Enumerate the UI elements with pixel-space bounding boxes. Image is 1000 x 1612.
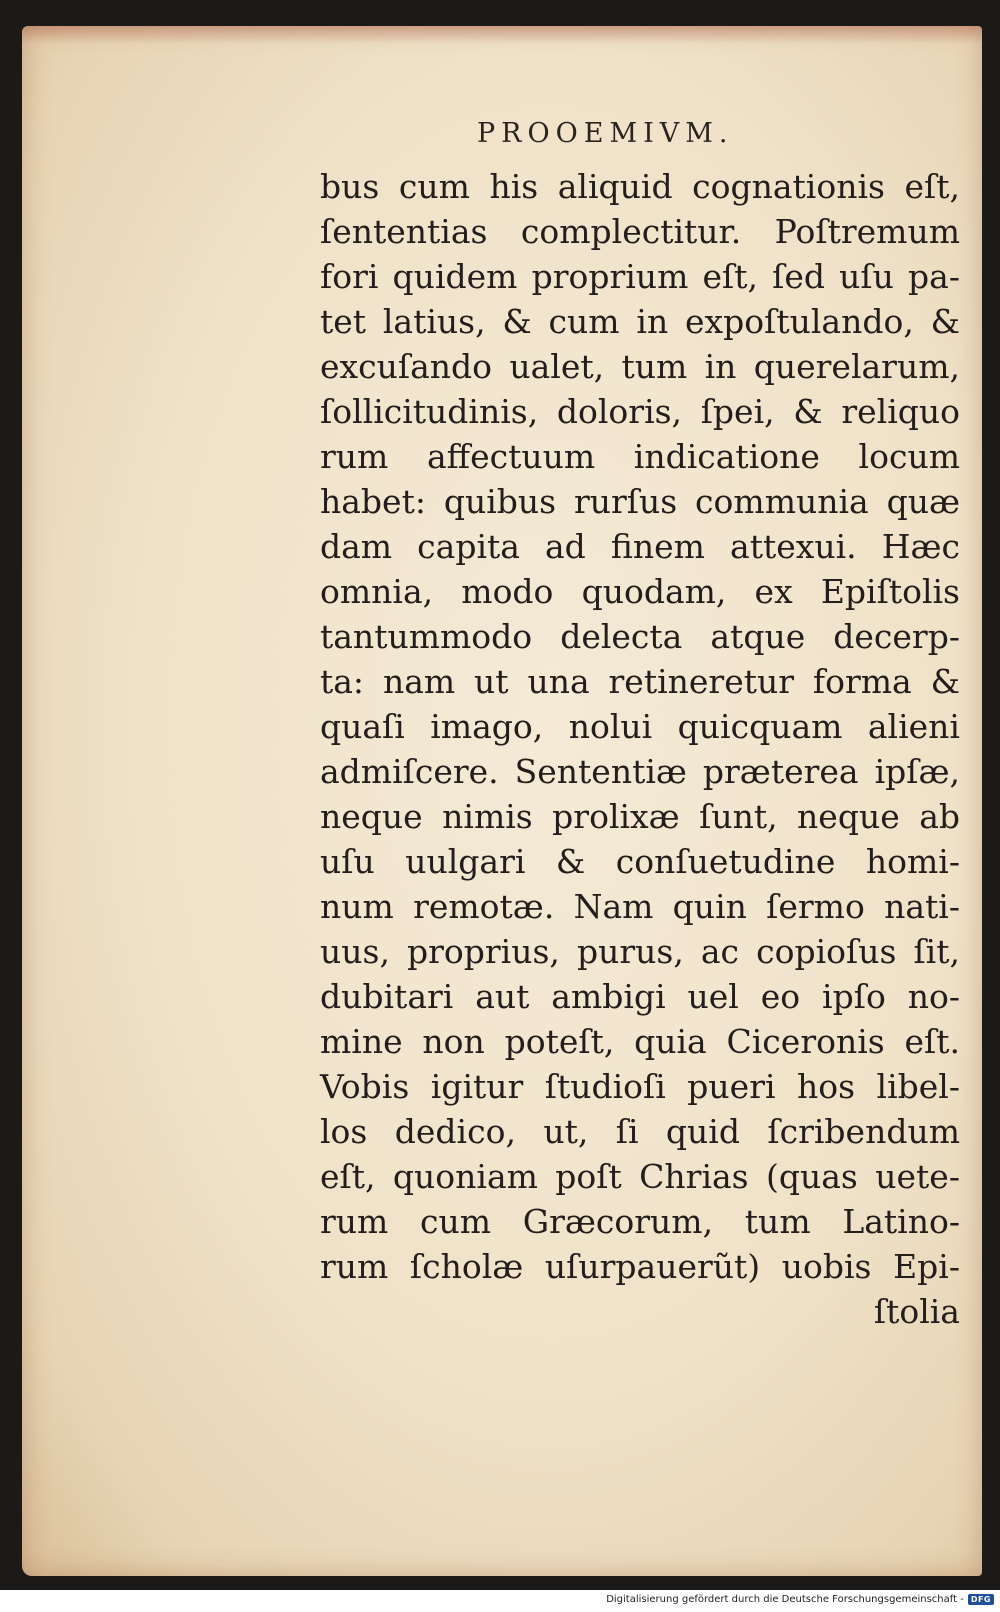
text-line: eſt, quoniam poſt Chrias (quas uete- xyxy=(320,1157,960,1196)
text-line: excuſando ualet, tum in querelarum, xyxy=(320,347,960,386)
text-line: rum ſcholæ uſurpauerũt) uobis Epi- xyxy=(320,1247,960,1286)
text-line: mine non poteſt, quia Ciceronis eſt. xyxy=(320,1022,960,1061)
text-line: rum cum Græcorum, tum Latino- xyxy=(320,1202,960,1241)
text-line: omnia, modo quodam, ex Epiſtolis xyxy=(320,572,960,611)
text-line: uus, proprius, purus, ac copioſus ſit, xyxy=(320,932,960,971)
text-line: bus cum his aliquid cognationis eſt, xyxy=(320,167,960,206)
text-line: Vobis igitur ſtudioſi pueri hos libel- xyxy=(320,1067,960,1106)
text-line: num remotæ. Nam quin ſermo nati- xyxy=(320,887,960,926)
digitization-credit xyxy=(606,1594,994,1605)
dfg-logo-icon: DFG xyxy=(968,1594,994,1605)
text-line: fori quidem proprium eſt, ſed uſu pa- xyxy=(320,257,960,296)
text-line: ſollicitudinis, doloris, ſpei, & reliquo xyxy=(320,392,960,431)
text-line: tantummodo delecta atque decerp- xyxy=(320,617,960,656)
body-text xyxy=(320,164,960,1334)
text-line: admiſcere. Sententiæ præterea ipſæ, xyxy=(320,752,960,791)
text-line: dubitari aut ambigi uel eo ipſo no- xyxy=(320,977,960,1016)
catchword: ſtolia xyxy=(873,1292,960,1331)
text-line: los dedico, ut, ſi quid ſcribendum xyxy=(320,1112,960,1151)
text-line: ta: nam ut una retineretur forma & xyxy=(320,662,960,701)
text-line: quaſi imago, nolui quicquam alieni xyxy=(320,707,960,746)
credit-text: Digitalisierung gefördert durch die Deutsche Forschungsgemeinschaft - xyxy=(606,1594,964,1605)
text-line: uſu uulgari & conſuetudine homi- xyxy=(320,842,960,881)
text-line: rum affectuum indicatione locum xyxy=(320,437,960,476)
text-line: habet: quibus rurſus communia quæ xyxy=(320,482,960,521)
text-line: neque nimis prolixæ ſunt, neque ab xyxy=(320,797,960,836)
running-head: PROOEMIVM. xyxy=(477,118,734,149)
text-line: ſententias complectitur. Poſtremum xyxy=(320,212,960,251)
text-line: tet latius, & cum in expoſtulando, & xyxy=(320,302,960,341)
book-page xyxy=(22,26,982,1576)
text-line: dam capita ad finem attexui. Hæc xyxy=(320,527,960,566)
